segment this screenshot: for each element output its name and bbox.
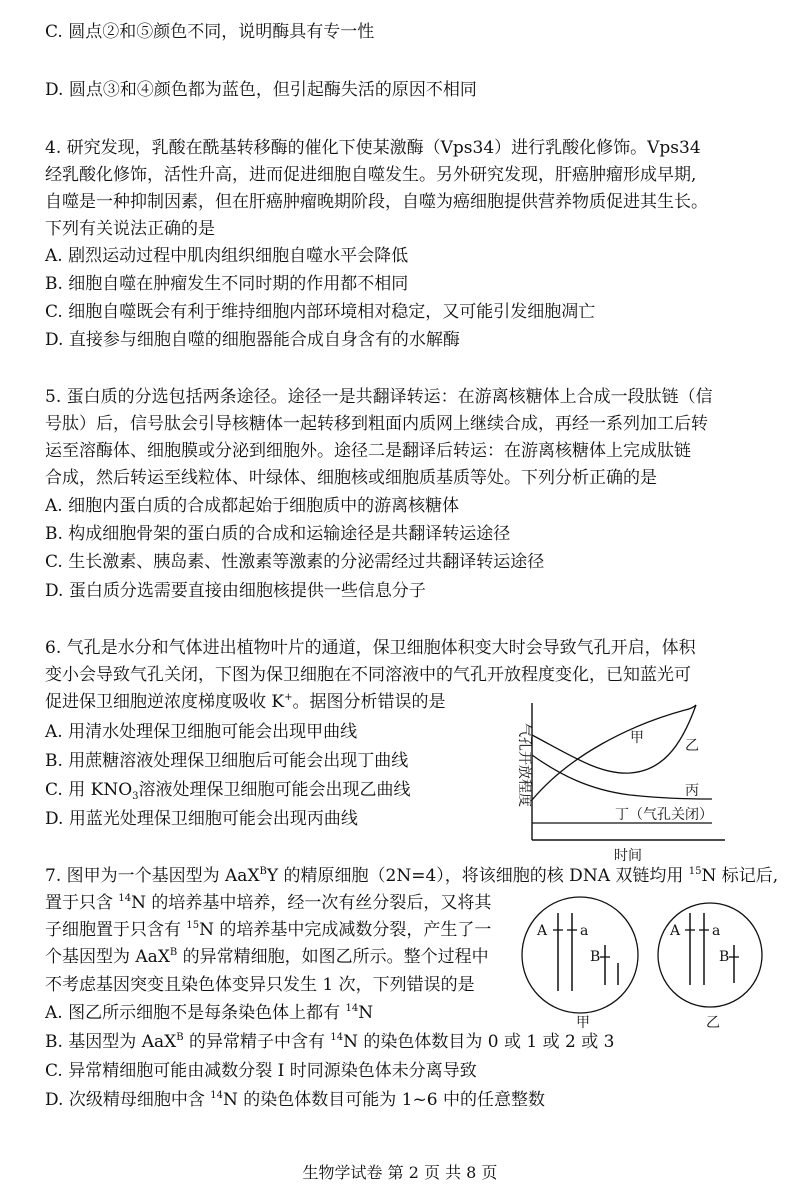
q7-stem-line5: 不考虑基因突变且染色体变异只发生 1 次，下列错误的是 [45, 975, 475, 995]
q7-l2-b: N 的培养基中培养，经一次有丝分裂后，又将其 [131, 893, 492, 913]
q7-stem-line3 [45, 920, 491, 943]
q7-optB-sup2: 14 [330, 1032, 344, 1043]
y-axis-label: 气孔开放程度 [516, 723, 532, 807]
cell-diagram [520, 895, 770, 1035]
legend-bing: 丙 [685, 783, 699, 799]
q3-option-d: D. 圆点③和④颜色都为蓝色，但引起酶失活的原因不相同 [45, 80, 477, 100]
q4-option-b: B. 细胞自噬在肿瘤发生不同时期的作用都不相同 [45, 274, 409, 294]
cell-yi [658, 903, 762, 1031]
q7-l2-sup: 14 [118, 893, 132, 904]
q6-stem-line1: 6. 气孔是水分和气体进出植物叶片的通道，保卫细胞体积变大时会导致气孔开启，体积 [45, 638, 696, 658]
q7-l1-b: Y 的精原细胞（2N=4），将该细胞的核 DNA 双链均用 [266, 866, 689, 886]
gene-a-label-yi: a [712, 923, 721, 939]
q7-optD-a: D. 次级精母细胞中含 [45, 1090, 211, 1110]
q7-optB-sup1: B [176, 1032, 184, 1043]
q4-stem-line1: 4. 研究发现，乳酸在酰基转移酶的催化下使某激酶（Vps34）进行乳酸化修饰。Vps34 [45, 138, 701, 158]
figure-label-yi: 乙 [706, 1015, 720, 1031]
page-footer: 生物学试卷 第 2 页 共 8 页 [302, 1163, 498, 1182]
q6-option-c-b: 溶液处理保卫细胞可能会出现乙曲线 [138, 780, 411, 800]
q7-l3-sup: 15 [186, 920, 200, 931]
q4-option-a: A. 剧烈运动过程中肌肉组织细胞自噬水平会降低 [45, 246, 409, 266]
q7-l2-a: 置于只含 [45, 893, 119, 913]
kno3-subscript: 3 [132, 791, 139, 802]
q6-stem-line3-a: 促进保卫细胞逆浓度梯度吸收 K [45, 692, 285, 712]
q7-optD-sup: 14 [210, 1090, 223, 1101]
legend-ding: 丁（气孔关闭） [615, 807, 713, 823]
q4-stem-line4: 下列有关说法正确的是 [45, 219, 215, 239]
q7-l1-sup2: 15 [688, 866, 702, 877]
q7-stem-line4 [45, 947, 489, 970]
q7-optB-a: B. 基因型为 AaX [45, 1032, 177, 1052]
q7-option-a [45, 1003, 373, 1026]
q6-option-b: B. 用蔗糖溶液处理保卫细胞后可能会出现丁曲线 [45, 751, 409, 771]
q7-l4-b: 的异常精细胞，如图乙所示。整个过程中 [177, 947, 489, 967]
q7-l3-b: N 的培养基中完成减数分裂，产生了一 [199, 920, 492, 940]
q5-option-d: D. 蛋白质分选需要直接由细胞核提供一些信息分子 [45, 581, 426, 601]
q5-option-c: C. 生长激素、胰岛素、性激素等激素的分泌需经过共翻译转运途径 [45, 552, 545, 572]
q4-stem-line2: 经乳酸化修饰，活性升高，进而促进细胞自噬发生。另外研究发现，肝癌肿瘤形成早期, [45, 165, 697, 185]
q7-stem-line1 [45, 866, 778, 889]
q4-stem-line3: 自噬是一种抑制因素，但在肝癌肿瘤晚期阶段，自噬为癌细胞提供营养物质促进其生长。 [45, 192, 708, 212]
q7-option-b [45, 1032, 615, 1055]
gene-a-label-jia: a [580, 923, 589, 939]
q7-l4-sup: B [169, 947, 178, 958]
k-plus-superscript: + [284, 692, 293, 703]
stomata-opening-chart [500, 695, 740, 865]
q6-stem-line2: 变小会导致气孔关闭，下图为保卫细胞在不同溶液中的气孔开放程度变化，已知蓝光可 [45, 665, 691, 685]
gene-B-label-yi: B [719, 949, 730, 965]
gene-B-label-jia: B [590, 949, 601, 965]
q7-optD-b: N 的染色体数目可能为 1~6 中的任意整数 [222, 1090, 545, 1110]
legend-jia: 甲 [630, 730, 644, 746]
q7-stem-line2 [45, 893, 491, 916]
q4-option-c: C. 细胞自噬既会有利于维持细胞内部环境相对稳定，又可能引发细胞凋亡 [45, 302, 596, 322]
series-yi-curve [532, 705, 696, 773]
gene-A-label-jia: A [537, 923, 548, 939]
q6-option-d: D. 用蓝光处理保卫细胞可能会出现丙曲线 [45, 809, 358, 829]
q4-option-d: D. 直接参与细胞自噬的细胞器能合成自身含有的水解酶 [45, 330, 460, 350]
q7-optA-a: A. 图乙所示细胞不是每条染色体上都有 [45, 1003, 346, 1023]
q7-optB-c: N 的染色体数目为 0 或 1 或 2 或 3 [343, 1032, 615, 1052]
q5-option-b: B. 构成细胞骨架的蛋白质的合成和运输途径是共翻译转运途径 [45, 524, 511, 544]
q5-stem-line3: 运至溶酶体、细胞膜或分泌到细胞外。途径二是翻译后转运：在游离核糖体上完成肽链 [45, 441, 691, 461]
q6-option-c-a: C. 用 KNO [45, 780, 133, 800]
q7-option-c: C. 异常精细胞可能由减数分裂 I 时同源染色体未分离导致 [45, 1061, 477, 1081]
q7-optA-b: N [358, 1003, 374, 1023]
q7-optA-sup: 14 [345, 1003, 359, 1014]
q7-option-d [45, 1090, 545, 1113]
q6-option-c [45, 780, 411, 803]
q7-l3-a: 子细胞置于只含有 [45, 920, 187, 940]
q3-option-c: C. 圆点②和⑤颜色不同，说明酶具有专一性 [45, 22, 375, 42]
q7-l1-a: 7. 图甲为一个基因型为 AaX [45, 866, 260, 886]
q7-optB-b: 的异常精子中含有 [183, 1032, 331, 1052]
q5-stem-line4: 合成，然后转运至线粒体、叶绿体、细胞核或细胞质基质等处。下列分析正确的是 [45, 468, 657, 488]
q7-l4-a: 个基因型为 AaX [45, 947, 170, 967]
legend-yi: 乙 [685, 738, 699, 754]
q7-l1-c: N 标记后, [701, 866, 779, 886]
figure-label-jia: 甲 [576, 1015, 590, 1031]
q6-option-a: A. 用清水处理保卫细胞可能会出现甲曲线 [45, 722, 358, 742]
q6-stem-line3 [45, 692, 446, 715]
q5-stem-line2: 号肽）后，信号肽会引导核糖体一起转移到粗面内质网上继续合成，再经一系列加工后转 [45, 414, 708, 434]
q7-l1-sup1: B [259, 866, 267, 877]
q6-stem-line3-b: 。据图分析错误的是 [292, 692, 446, 712]
x-axis-label: 时间 [614, 848, 642, 864]
q5-stem-line1: 5. 蛋白质的分选包括两条途径。途径一是共翻译转运：在游离核糖体上合成一段肽链（信 [45, 387, 713, 407]
cell-jia [522, 897, 638, 1031]
q5-option-a: A. 细胞内蛋白质的合成都起始于细胞质中的游离核糖体 [45, 496, 460, 516]
gene-A-label-yi: A [670, 923, 681, 939]
